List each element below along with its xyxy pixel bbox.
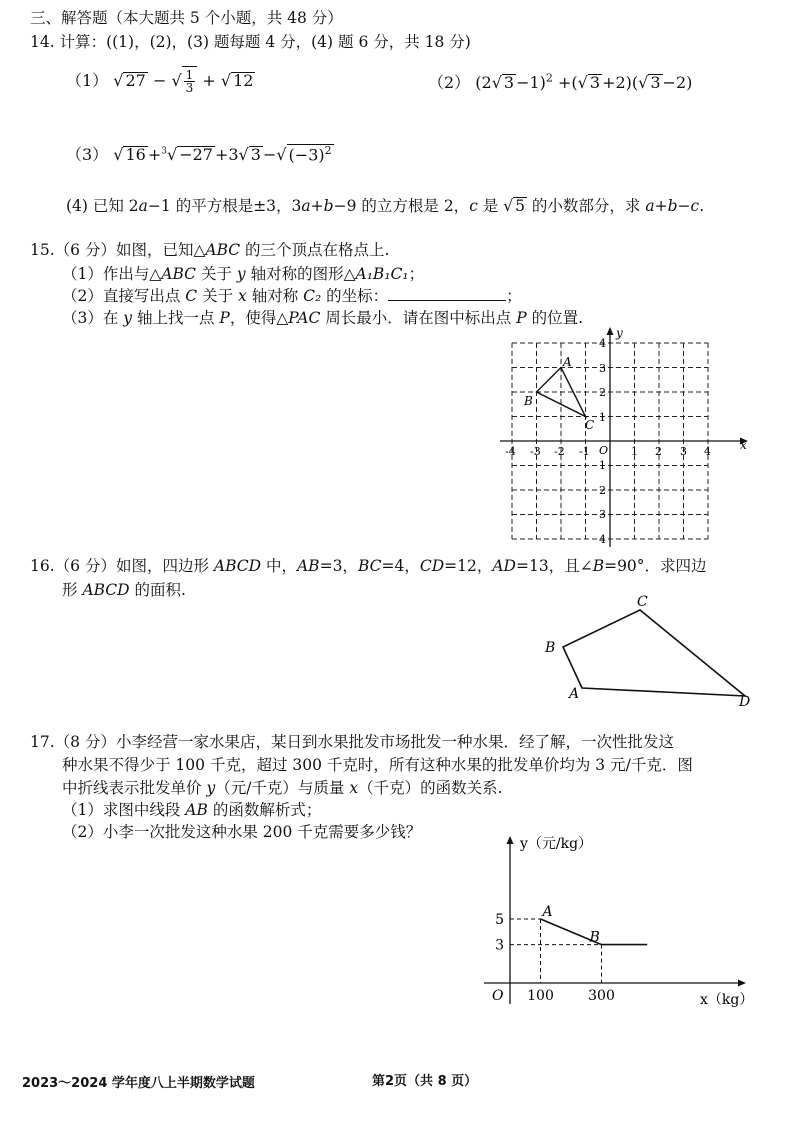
q15-head-b: 的三个顶点在格点上. xyxy=(240,241,390,259)
q15-s1-b: 关于 xyxy=(196,265,237,283)
q17-line3 xyxy=(62,776,503,798)
q15-s3-e: 的位置. xyxy=(526,309,583,327)
vertex-b-label: B xyxy=(545,640,556,656)
q14-p4-text-c: −9 的立方根是 2， xyxy=(333,197,470,215)
q17-sub2: （2）小李一次批发这种水果 200 千克需要多少钱？ xyxy=(62,823,422,841)
y-tick-neg1: 1 xyxy=(599,459,606,472)
q14-p3-r4: (−3) xyxy=(288,145,325,164)
q16-l1-cd: CD xyxy=(419,557,445,575)
chart-x-axis-arrow-icon xyxy=(738,980,746,987)
q14-p3-r4-wrap xyxy=(287,144,334,164)
q14-p4-var-b: b xyxy=(323,197,334,215)
x-tick-neg3: -3 xyxy=(530,445,541,458)
q14-p4-text-b: −1 的平方根是±3，3 xyxy=(147,197,302,215)
q16-line2 xyxy=(62,578,186,600)
sqrt-symbol: √ xyxy=(276,145,287,164)
q16-l1-f: =13，且∠ xyxy=(515,557,593,575)
q16-l1-e: =12， xyxy=(444,557,493,575)
chart-y-label: y（元/kg） xyxy=(520,836,593,852)
q17-sub1 xyxy=(62,798,321,820)
q15-s3-p2: P xyxy=(516,309,527,327)
q14-p1-r2: 12 xyxy=(233,71,254,90)
q15-s3-p: P xyxy=(219,309,230,327)
sqrt-symbol: √ xyxy=(171,71,182,90)
q14-p2-root2: 3 xyxy=(589,73,601,92)
q14-p3-minus: − xyxy=(262,145,277,164)
x-tick-3: 3 xyxy=(680,445,687,458)
y-tick-neg2: 2 xyxy=(599,484,606,497)
q14-p1-frac-num: 1 xyxy=(185,68,194,82)
q14-p3-mid: +3 xyxy=(214,145,239,164)
q17-l3-b: （元/千克）与质量 xyxy=(215,779,350,797)
q15-sub1 xyxy=(62,262,424,284)
q14-p4-end: . xyxy=(699,197,705,215)
q14-p1-r1: 27 xyxy=(125,71,146,90)
sqrt-symbol: √ xyxy=(638,73,649,92)
q14-p4-root: 5 xyxy=(515,197,525,215)
q15-s3-pac: PAC xyxy=(288,309,321,327)
q16-l1-abcd: ABCD xyxy=(213,557,262,575)
q15-s2-e: 的坐标： xyxy=(321,287,389,305)
y-axis-label: y xyxy=(616,326,623,340)
x-tick-4: 4 xyxy=(704,445,711,458)
q15-s1-c: 轴对称的图形△ xyxy=(245,265,356,283)
point-c-label: C xyxy=(585,418,595,432)
origin-label: O xyxy=(599,444,609,457)
q15-s2-d: 轴对称 xyxy=(246,287,304,305)
q16-quadrilateral-figure xyxy=(535,590,765,710)
q16-l1-c: =3， xyxy=(319,557,358,575)
q17-s1-ab: AB xyxy=(185,801,208,819)
sqrt-symbol: √ xyxy=(491,73,502,92)
x-tick-neg2: -2 xyxy=(554,445,565,458)
q14-p2-e: −2) xyxy=(662,73,693,92)
q14-part3 xyxy=(66,142,334,165)
q17-l3-y: y xyxy=(206,779,216,797)
q15-s3-d: 周长最小．请在图中标出点 xyxy=(320,309,517,327)
q15-head-a: 15.（6 分）如图，已知△ xyxy=(30,241,206,259)
q17-l3-c: （千克）的函数关系. xyxy=(358,779,503,797)
q14-p2-root3: 3 xyxy=(650,73,661,92)
y-axis-arrow-icon xyxy=(607,327,614,335)
sqrt-symbol: √ xyxy=(503,197,514,215)
q14-p2-exp: 2 xyxy=(545,71,553,85)
answer-blank[interactable] xyxy=(388,288,506,301)
q14-part1 xyxy=(66,66,255,94)
q17-l3-a: 中折线表示批发单价 xyxy=(62,779,207,797)
q15-s3-y: y xyxy=(123,309,133,327)
x-tick-neg4: -4 xyxy=(505,445,516,458)
q15-s1-y: y xyxy=(236,265,246,283)
sqrt-symbol: √ xyxy=(113,71,124,90)
q15-s2-b: 关于 xyxy=(197,287,239,305)
q14-p4-text-e: 的小数部分，求 xyxy=(527,197,646,215)
q14-p4-expr: a+b−c xyxy=(645,197,700,215)
q16-l1-g: =90°．求四边 xyxy=(604,557,707,575)
q14-p3-r1: 16 xyxy=(125,145,146,164)
q15-s2-x: x xyxy=(238,287,247,305)
chart-point-a-label: A xyxy=(542,904,553,920)
q15-sub2 xyxy=(62,284,522,306)
x-tick-1: 1 xyxy=(631,445,638,458)
y-tick-2: 2 xyxy=(599,386,606,399)
section-title: 三、解答题（本大题共 5 个小题，共 48 分） xyxy=(30,9,343,27)
y-tick-neg3: 3 xyxy=(599,508,606,521)
q15-grid-figure xyxy=(500,325,760,550)
q14-part2 xyxy=(428,70,692,93)
q14-p1-frac-den: 3 xyxy=(185,81,194,95)
q14-p2-c: +( xyxy=(558,73,578,92)
q16-l1-b2: B xyxy=(592,557,605,575)
q14-p1-label: （1） xyxy=(66,71,109,90)
q17-line1: 17.（8 分）小李经营一家水果店，某日到水果批发市场批发一种水果．经了解，一次性批发这 xyxy=(30,733,674,751)
q17-s1-a: （1）求图中线段 xyxy=(62,801,186,819)
q16-line1 xyxy=(30,554,707,576)
q14-p3-plus: + xyxy=(147,145,162,164)
y-tick-1: 1 xyxy=(599,411,606,424)
point-a-label: A xyxy=(563,355,572,369)
footer-left: 2023～2024 学年度八上半期数学试题 xyxy=(22,1076,255,1091)
q16-l2-b: 的面积. xyxy=(129,581,186,599)
chart-x-tick-300: 300 xyxy=(588,988,615,1004)
q14-p2-label: （2） xyxy=(428,73,471,92)
chart-y-tick-5: 5 xyxy=(495,912,504,928)
vertex-d-label: D xyxy=(739,694,751,710)
q16-l1-d: =4， xyxy=(381,557,420,575)
q15-heading xyxy=(30,238,389,260)
sqrt-symbol: √ xyxy=(113,145,124,164)
vertex-a-label: A xyxy=(569,686,580,702)
q15-s3-a: （3）在 xyxy=(62,309,124,327)
q14-p1-frac xyxy=(184,69,196,94)
y-tick-3: 3 xyxy=(599,362,606,375)
q17-line2: 种水果不得少于 100 千克，超过 300 千克时，所有这种水果的批发单价均为 3 元/千克．图 xyxy=(62,756,693,774)
q15-s2-end: ； xyxy=(506,287,522,305)
y-tick-4: 4 xyxy=(599,337,606,350)
footer-page-number: 第2页（共 8 页） xyxy=(372,1074,478,1089)
q15-s1-abc: ABC xyxy=(161,265,197,283)
q14-p3-exp: 2 xyxy=(324,143,332,157)
q15-s2-c2: C₂ xyxy=(303,287,322,305)
q14-p4-plus: + xyxy=(310,197,324,215)
q16-l1-bc: BC xyxy=(357,557,382,575)
q15-s2-c: C xyxy=(185,287,198,305)
q14-p2-root1: 3 xyxy=(503,73,515,92)
q14-p4-var-a2: a xyxy=(301,197,311,215)
sqrt-symbol: √ xyxy=(238,145,249,164)
q14-p1-op2: + xyxy=(202,71,216,90)
vertex-c-label: C xyxy=(637,594,648,610)
q16-l1-ad: AD xyxy=(492,557,516,575)
chart-origin-label: O xyxy=(492,988,504,1004)
q14-p2-d: +2)( xyxy=(602,73,639,92)
q15-s3-c: ，使得△ xyxy=(229,309,289,327)
q14-p3-cube-index: 3 xyxy=(161,146,167,157)
q14-p2-a: (2 xyxy=(475,73,492,92)
q16-l2-abcd: ABCD xyxy=(82,581,130,599)
q14-p1-op1: − xyxy=(152,71,167,90)
q14-p4-text-a: (4) 已知 2 xyxy=(66,197,139,215)
q14-heading: 14. 计算：((1)，(2)，(3) 题每题 4 分，(4) 题 6 分，共 18 分) xyxy=(30,33,471,51)
q14-p3-r3: 3 xyxy=(250,145,261,164)
q16-l1-b: 中， xyxy=(261,557,297,575)
q15-s1-sym: A₁B₁C₁ xyxy=(355,265,409,283)
q14-p2-b: −1) xyxy=(516,73,546,92)
chart-point-b-label: B xyxy=(589,929,600,946)
q14-p4-var-a: a xyxy=(138,197,148,215)
q15-s1-end: ； xyxy=(408,265,425,283)
sqrt-symbol: √ xyxy=(577,73,588,92)
q16-l1-ab: AB xyxy=(296,557,320,575)
q17-s1-b: 的函数解析式； xyxy=(207,801,322,819)
q15-s1-a: （1）作出与△ xyxy=(62,265,162,283)
q16-l2-a: 形 xyxy=(62,581,83,599)
chart-y-axis-arrow-icon xyxy=(507,836,514,844)
q14-p1-frac-wrap xyxy=(182,66,198,94)
q14-part4 xyxy=(66,194,704,216)
chart-y-tick-3: 3 xyxy=(495,937,504,954)
q15-s2-a: （2）直接写出点 xyxy=(62,287,186,305)
q14-p4-text-d: 是 xyxy=(477,197,504,215)
chart-marks xyxy=(510,919,647,983)
y-tick-neg4: 4 xyxy=(599,533,606,546)
q14-p3-r2: −27 xyxy=(179,145,213,164)
sqrt-symbol: √ xyxy=(220,71,232,90)
q14-p3-label: （3） xyxy=(66,145,109,164)
point-b-label: B xyxy=(524,394,533,408)
x-tick-2: 2 xyxy=(655,445,662,458)
q17-function-chart xyxy=(480,828,780,1013)
q15-head-abc: ABC xyxy=(205,241,241,259)
sqrt-symbol: √ xyxy=(166,145,178,164)
q14-p4-var-c: c xyxy=(469,197,478,215)
quadrilateral-abcd xyxy=(563,610,745,696)
chart-x-tick-100: 100 xyxy=(527,988,554,1004)
x-axis-label: x xyxy=(740,438,747,452)
x-tick-neg1: -1 xyxy=(579,445,590,458)
q15-s3-b: 轴上找一点 xyxy=(132,309,220,327)
chart-x-label: x（kg） xyxy=(700,992,754,1008)
q16-l1-a: 16.（6 分）如图，四边形 xyxy=(30,557,214,575)
q17-l3-x: x xyxy=(349,779,359,797)
